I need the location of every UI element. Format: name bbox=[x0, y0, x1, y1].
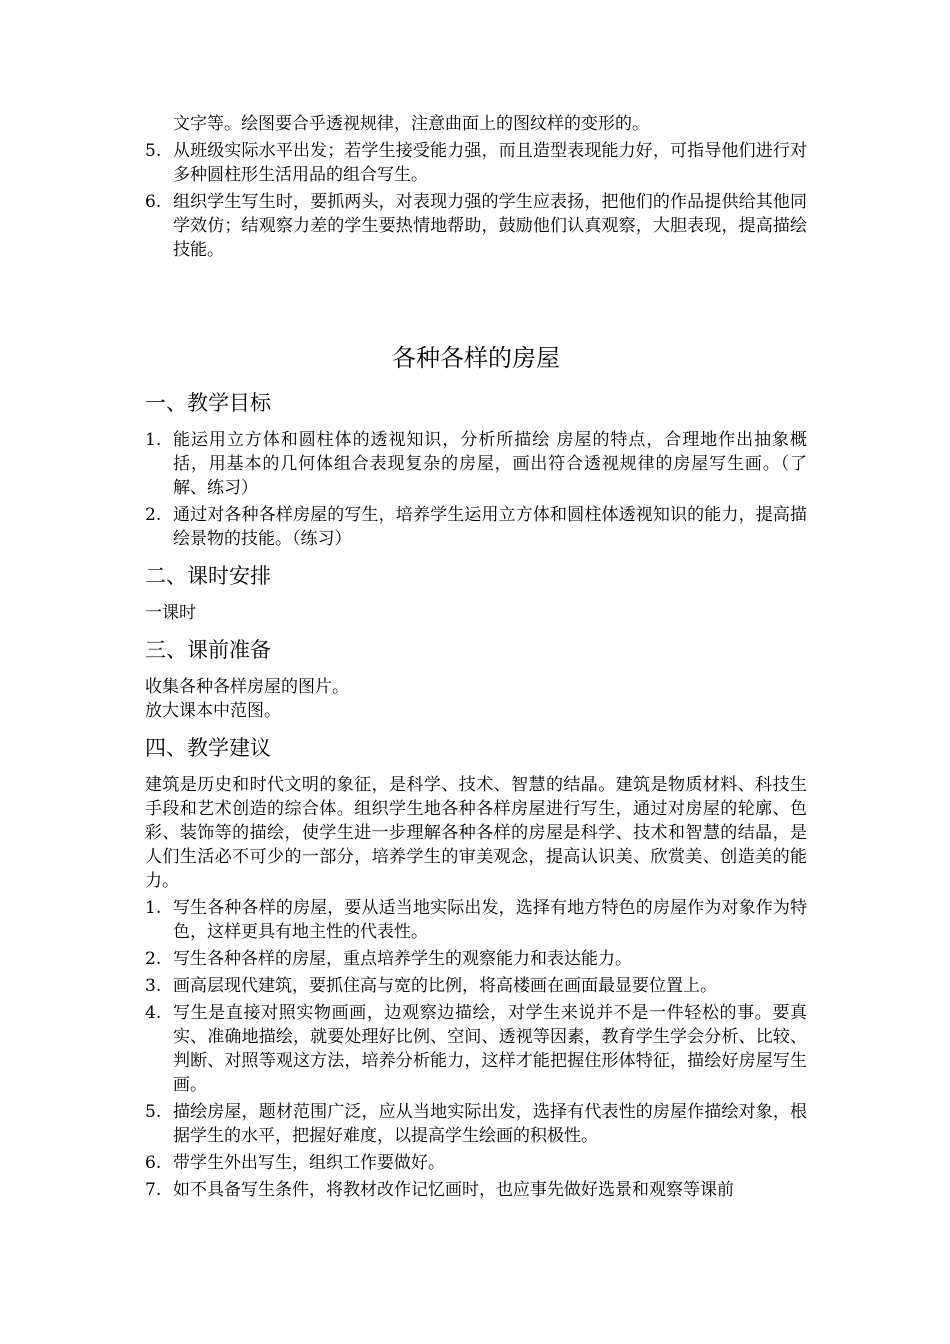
advice-intro: 建筑是历史和时代文明的象征，是科学、技术、智慧的结晶。建筑是物质材料、科技生手段和艺术创造的综合体。组织学生地各种各样房屋进行写生，通过对房屋的轮廓、色彩、装饰等的描绘，使学生进一步理解各种各样的房屋是科学、技术和智慧的结晶，是人们生活必不可少的一部分，培养学生的审美观念，提高认识美、欣赏美、创造美的能力。 bbox=[145, 775, 807, 891]
document-page bbox=[145, 112, 807, 1205]
list-number: 5. bbox=[145, 1102, 162, 1122]
list-number: 1. bbox=[145, 430, 162, 450]
list-item bbox=[145, 974, 807, 998]
list-item bbox=[145, 428, 807, 500]
section-heading-advice: 四、教学建议 bbox=[145, 736, 271, 760]
prep-line: 放大课本中范图。 bbox=[145, 701, 281, 721]
page-title: 各种各样的房屋 bbox=[392, 344, 560, 372]
list-number: 2. bbox=[145, 949, 162, 969]
list-text: 写生是直接对照实物画画，边观察边描绘，对学生来说并不是一件轻松的事。要真实、准确地描绘，就要处理好比例、空间、透视等因素，教育学生学会分析、比较、判断、对照等观这方法，培养分析能力，这样才能把握住形体特征，描绘好房屋写生画。 bbox=[173, 1003, 807, 1095]
list-text: 描绘房屋，题材范围广泛，应从当地实际出发，选择有代表性的房屋作描绘对象，根据学生的水平，把握好难度，以提高学生绘画的积极性。 bbox=[173, 1102, 807, 1146]
section-heading-schedule: 二、课时安排 bbox=[145, 564, 271, 588]
list-item bbox=[145, 1151, 807, 1175]
list-number: 3. bbox=[145, 976, 162, 996]
list-text: 通过对各种各样房屋的写生，培养学生运用立方体和圆柱体透视知识的能力，提高描绘景物的技能。（练习） bbox=[173, 505, 807, 549]
list-number: 6. bbox=[145, 1153, 162, 1173]
list-number: 7. bbox=[145, 1180, 162, 1200]
list-number: 5. bbox=[145, 141, 162, 161]
list-item bbox=[145, 139, 807, 187]
prep-line: 收集各种各样房屋的图片。 bbox=[145, 677, 349, 697]
section-heading-goals: 一、教学目标 bbox=[145, 391, 271, 415]
list-text: 组织学生写生时，要抓两头，对表现力强的学生应表扬，把他们的作品提供给其他同学效仿；结观察力差的学生要热情地帮助，鼓励他们认真观察，大胆表现，提高描绘技能。 bbox=[173, 192, 807, 260]
list-text: 画高层现代建筑，要抓住高与宽的比例，将高楼画在画面最显要位置上。 bbox=[173, 976, 717, 996]
list-item bbox=[145, 1001, 807, 1097]
section-heading-prep: 三、课前准备 bbox=[145, 638, 271, 662]
list-item bbox=[145, 1100, 807, 1148]
list-item bbox=[145, 190, 807, 262]
list-text: 写生各种各样的房屋，重点培养学生的观察能力和表达能力。 bbox=[173, 949, 632, 969]
list-text: 从班级实际水平出发；若学生接受能力强，而且造型表现能力好，可指导他们进行对多种圆柱形生活用品的组合写生。 bbox=[173, 141, 807, 185]
list-number: 6. bbox=[145, 192, 162, 212]
list-item bbox=[145, 503, 807, 551]
list-item bbox=[145, 896, 807, 944]
list-text: 带学生外出写生，组织工作要做好。 bbox=[173, 1153, 445, 1173]
list-text: 如不具备写生条件，将教材改作记忆画时，也应事先做好选景和观察等课前 bbox=[173, 1180, 734, 1200]
list-text: 能运用立方体和圆柱体的透视知识，分析所描绘 房屋的特点，合理地作出抽象概括，用基本的几何体组合表现复杂的房屋，画出符合透视规律的房屋写生画。（了解、练习） bbox=[173, 430, 807, 498]
continued-paragraph-tail: 文字等。绘图要合乎透视规律，注意曲面上的图纹样的变形的。 bbox=[173, 114, 649, 134]
schedule-text: 一课时 bbox=[145, 603, 196, 623]
list-text: 写生各种各样的房屋，要从适当地实际出发，选择有地方特色的房屋作为对象作为特色，这样更具有地主性的代表性。 bbox=[173, 898, 807, 942]
list-number: 4. bbox=[145, 1003, 162, 1023]
list-number: 2. bbox=[145, 505, 162, 525]
list-number: 1. bbox=[145, 898, 162, 918]
list-item bbox=[145, 947, 807, 971]
list-item bbox=[145, 1178, 807, 1202]
